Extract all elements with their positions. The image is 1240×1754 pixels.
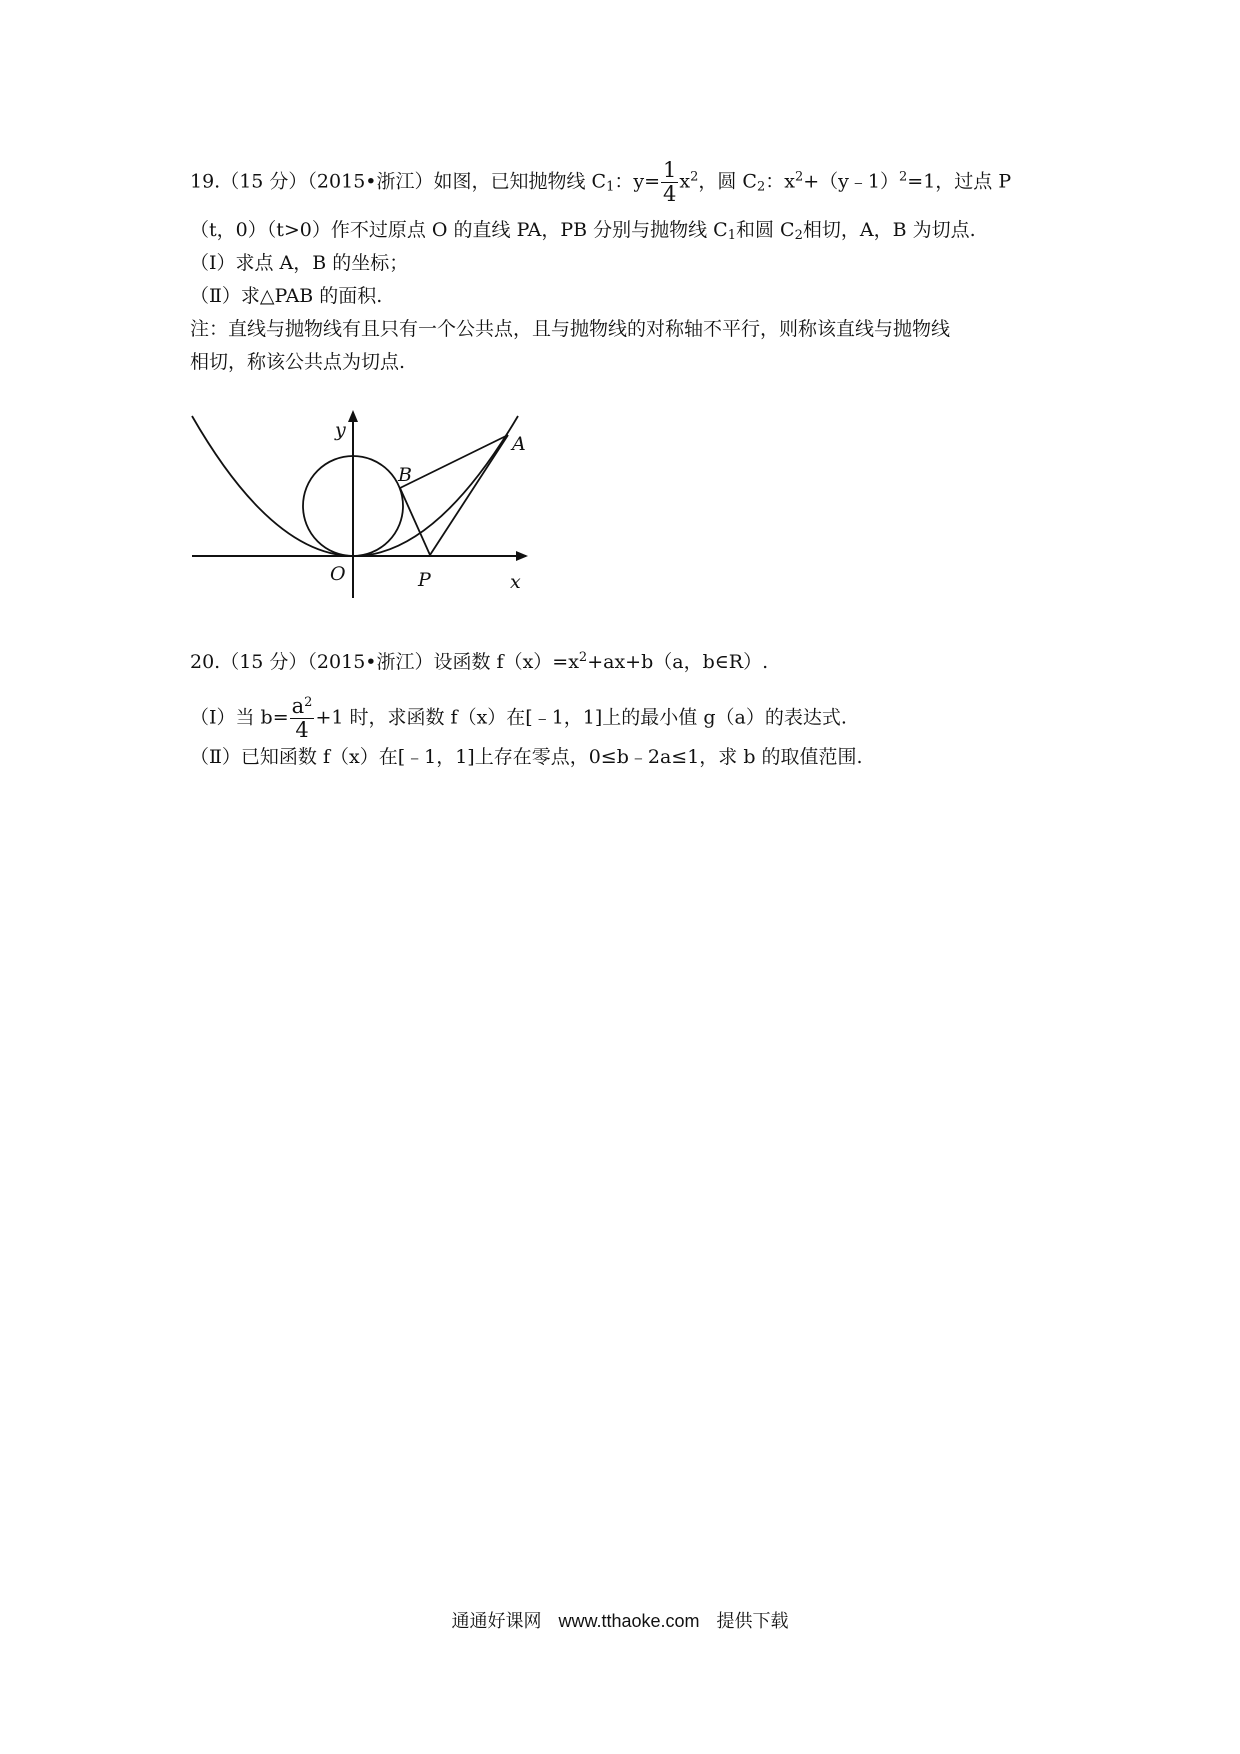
q20-frac-num-sq: 2	[304, 695, 313, 710]
x-axis-arrow	[516, 551, 528, 561]
label-o: O	[330, 563, 346, 585]
q20-p1-b: +1 时，求函数 f（x）在[﹣1，1]上的最小值 g（a）的表达式.	[315, 706, 847, 729]
footer-site-name: 通通好课网	[451, 1611, 542, 1631]
tangent-pa	[430, 435, 508, 555]
q20-part-1	[190, 696, 847, 741]
q19-circle-x: ：x	[765, 170, 795, 193]
y-axis-arrow	[348, 410, 358, 422]
q20-fraction	[290, 696, 315, 741]
q19-x-sq: 2	[690, 169, 699, 185]
q19-line-2	[190, 218, 976, 242]
q19-c1-sub: 1	[606, 179, 615, 195]
q20-frac-num-a: a	[291, 694, 305, 718]
q19-line2-c1-sub: 1	[727, 228, 736, 243]
q19-c2-sub: 2	[756, 179, 766, 195]
q19-figure	[190, 408, 540, 612]
q19-frac-den: 4	[663, 182, 677, 206]
q19-circle-rest: +（y﹣1）	[803, 170, 899, 193]
label-x: x	[510, 571, 521, 593]
label-p: P	[418, 569, 431, 591]
parabola-circle-diagram	[190, 408, 540, 608]
q19-note-line-2: 相切，称该公共点为切点.	[190, 351, 406, 373]
q19-circle-intro: ，圆 C	[698, 170, 757, 193]
q20-x-sq: 2	[578, 650, 588, 665]
parabola-c1	[192, 416, 518, 556]
q19-y-eq: ：y=	[614, 170, 661, 193]
q19-circle-y-sq: 2	[899, 169, 908, 185]
q19-circle-end: =1，过点 P	[907, 170, 1012, 193]
label-y: y	[335, 419, 346, 441]
q20-p1-a: （Ⅰ）当 b=	[190, 706, 289, 729]
q20-lead: 20.（15 分）（2015•浙江）设函数 f（x）=x	[190, 651, 579, 673]
footer-note: 提供下载	[716, 1611, 789, 1631]
q19-line2-c: 相切，A，B 为切点.	[802, 219, 976, 241]
q19-fraction	[661, 160, 678, 205]
q20-lead-rest: +ax+b（a，b∈R）.	[587, 651, 769, 673]
q20-frac-num	[290, 696, 315, 719]
q19-part-1: （Ⅰ）求点 A，B 的坐标；	[190, 252, 409, 274]
page-footer	[0, 1607, 1240, 1633]
footer-url: www.tthaoke.com	[558, 1611, 700, 1631]
label-a: A	[512, 433, 526, 455]
q19-line2-a: （t，0）（t>0）作不过原点 O 的直线 PA，PB 分别与抛物线 C	[190, 219, 728, 241]
q20-part-2: （Ⅱ）已知函数 f（x）在[﹣1，1]上存在零点，0≤b﹣2a≤1，求 b 的取值范围.	[190, 746, 863, 768]
q19-part-2: （Ⅱ）求△PAB 的面积.	[190, 285, 383, 307]
q19-x: x	[679, 170, 691, 193]
label-b: B	[398, 464, 412, 486]
tangent-pb	[400, 488, 430, 555]
q19-note-line-1: 注：直线与抛物线有且只有一个公共点，且与抛物线的对称轴不平行，则称该直线与抛物线	[190, 318, 951, 340]
q19-circle-x-sq: 2	[794, 169, 804, 185]
q20-line-1	[190, 650, 768, 674]
q19-line2-b: 和圆 C	[735, 219, 795, 241]
q19-line2-c2-sub: 2	[794, 228, 803, 243]
q19-frac-num: 1	[663, 158, 677, 182]
q19-line-1	[190, 160, 1011, 205]
q19-lead: 19.（15 分）（2015•浙江）如图，已知抛物线 C	[190, 170, 607, 193]
q20-frac-den: 4	[295, 718, 309, 742]
